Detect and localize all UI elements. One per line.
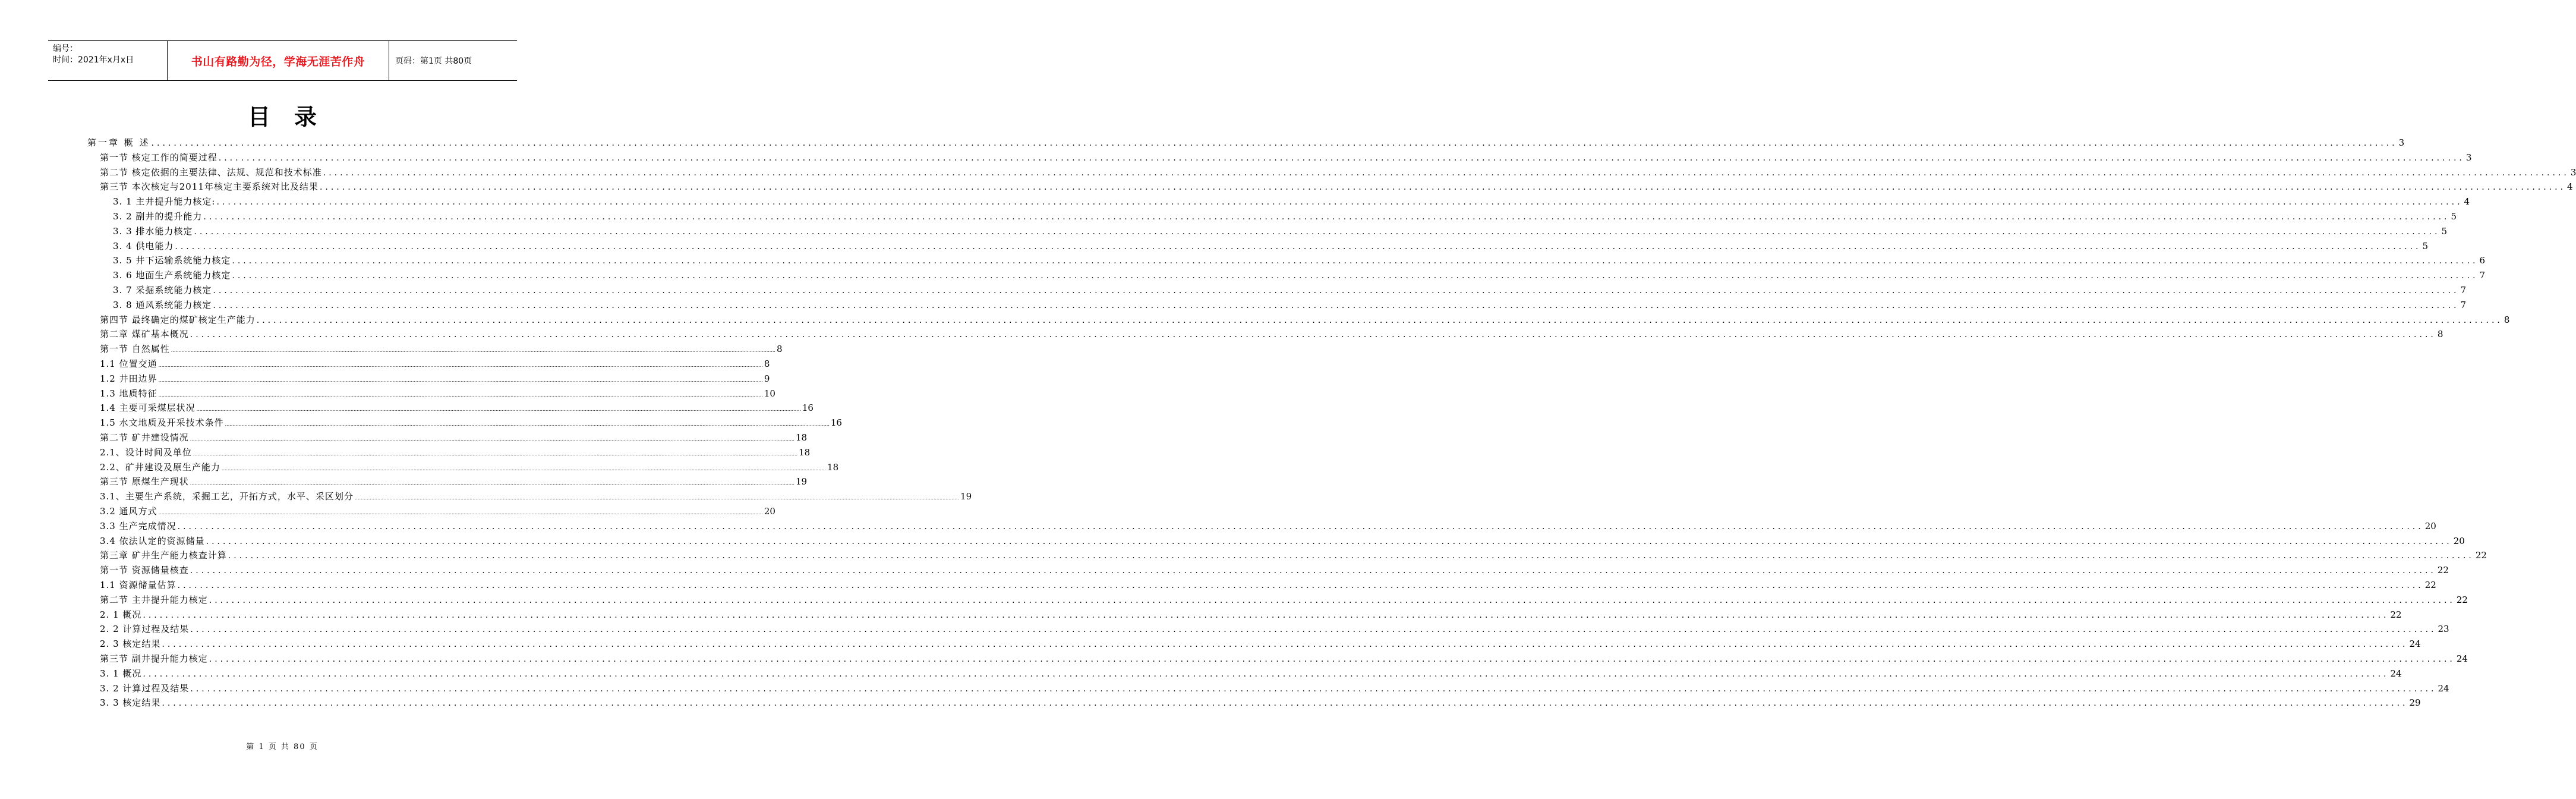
toc-entry[interactable] bbox=[113, 253, 2486, 268]
toc-leader-dots: ................................................................................................................................................................................................................................................................................................................................................................................................................ bbox=[354, 495, 960, 501]
toc-entry[interactable] bbox=[100, 165, 2576, 180]
toc-leader-dots: ................................................................................................................................................................................................................................................................................................................................................................................................................ bbox=[209, 595, 2455, 605]
toc-entry[interactable] bbox=[100, 430, 808, 445]
toc-leader-dots: ................................................................................................................................................................................................................................................................................................................................................................................................................ bbox=[190, 436, 794, 442]
toc-leader-dots: ................................................................................................................................................................................................................................................................................................................................................................................................................ bbox=[225, 421, 830, 427]
toc-entry-label: 第三章 矿井生产能力核查计算 bbox=[100, 550, 227, 561]
toc-entry-page: 7 bbox=[2460, 285, 2467, 295]
toc-leader-dots: ................................................................................................................................................................................................................................................................................................................................................................................................................ bbox=[190, 480, 794, 486]
toc-leader-dots: ................................................................................................................................................................................................................................................................................................................................................................................................................ bbox=[232, 256, 2479, 266]
toc-entry-label: 2. 1 概况 bbox=[100, 609, 142, 620]
toc-entry[interactable] bbox=[100, 519, 2436, 534]
toc-entry-page: 8 bbox=[2437, 329, 2443, 340]
toc-entry[interactable] bbox=[100, 327, 2443, 342]
toc-leader-dots: ................................................................................................................................................................................................................................................................................................................................................................................................................ bbox=[319, 183, 2566, 193]
toc-entry-page: 23 bbox=[2438, 624, 2449, 635]
toc-entry[interactable] bbox=[100, 416, 842, 430]
toc-leader-dots: ................................................................................................................................................................................................................................................................................................................................................................................................................ bbox=[177, 521, 2424, 531]
document-number: 编号： bbox=[53, 44, 78, 54]
toc-entry-page: 16 bbox=[830, 417, 842, 429]
toc-entry-page: 22 bbox=[2424, 580, 2436, 590]
document-time: 时间：2021年x月x日 bbox=[53, 55, 134, 65]
toc-leader-dots: ................................................................................................................................................................................................................................................................................................................................................................................................................ bbox=[221, 465, 827, 471]
toc-entry-page: 20 bbox=[2453, 535, 2465, 546]
toc-leader-dots: ................................................................................................................................................................................................................................................................................................................................................................................................................ bbox=[162, 699, 2408, 709]
toc-entry[interactable] bbox=[100, 313, 2510, 328]
toc-leader-dots: ................................................................................................................................................................................................................................................................................................................................................................................................................ bbox=[203, 212, 2450, 222]
toc-entry-page: 8 bbox=[776, 344, 783, 355]
toc-entry-page: 3 bbox=[2570, 166, 2576, 178]
toc-entry-label: 第三节 原煤生产现状 bbox=[100, 476, 189, 487]
toc-leader-dots: ................................................................................................................................................................................................................................................................................................................................................................................................................ bbox=[158, 392, 763, 398]
toc-entry-label: 3.3 生产完成情况 bbox=[100, 520, 176, 531]
toc-entry-label: 第二节 主井提升能力核定 bbox=[100, 594, 208, 605]
toc-entry[interactable] bbox=[113, 283, 2467, 298]
toc-leader-dots: ................................................................................................................................................................................................................................................................................................................................................................................................................ bbox=[177, 581, 2424, 590]
header-page-info: 页码：第1页 共80页 bbox=[395, 56, 472, 66]
toc-entry-page: 8 bbox=[2504, 314, 2510, 325]
toc-entry[interactable] bbox=[100, 401, 814, 416]
toc-entry-page: 18 bbox=[799, 446, 811, 458]
toc-leader-dots: ................................................................................................................................................................................................................................................................................................................................................................................................................ bbox=[151, 139, 2398, 148]
toc-leader-dots: ................................................................................................................................................................................................................................................................................................................................................................................................................ bbox=[209, 655, 2455, 664]
toc-entry[interactable] bbox=[100, 608, 2402, 622]
toc-leader-dots: ................................................................................................................................................................................................................................................................................................................................................................................................................ bbox=[193, 451, 798, 457]
toc-entry-label: 1.1 位置交通 bbox=[100, 358, 157, 369]
toc-entry[interactable] bbox=[100, 150, 2472, 165]
toc-entry[interactable] bbox=[113, 239, 2429, 254]
toc-entry-page: 5 bbox=[2451, 211, 2457, 222]
toc-entry[interactable] bbox=[100, 386, 775, 401]
toc-entry[interactable] bbox=[100, 593, 2468, 608]
toc-entry-label: 第一节 自然属性 bbox=[100, 344, 170, 355]
toc-leader-dots: ................................................................................................................................................................................................................................................................................................................................................................................................................ bbox=[158, 510, 763, 515]
toc-entry-label: 第三节 副井提升能力核定 bbox=[100, 653, 208, 664]
document-header bbox=[48, 40, 517, 81]
toc-leader-dots: ................................................................................................................................................................................................................................................................................................................................................................................................................ bbox=[190, 330, 2436, 340]
toc-entry[interactable] bbox=[100, 666, 2402, 681]
toc-entry-label: 3. 2 副井的提升能力 bbox=[113, 211, 203, 222]
toc-entry[interactable] bbox=[100, 474, 808, 489]
toc-entry-label: 第二节 矿井建设情况 bbox=[100, 432, 189, 443]
toc-entry-label: 2. 3 核定结果 bbox=[100, 638, 161, 650]
toc-entry-label: 第一节 资源储量核查 bbox=[100, 565, 189, 576]
toc-entry[interactable] bbox=[100, 342, 783, 357]
toc-entry-page: 3 bbox=[2398, 137, 2405, 148]
toc-entry-label: 3.4 依法认定的资源储量 bbox=[100, 535, 205, 546]
toc-entry-page: 4 bbox=[2464, 196, 2470, 207]
toc-entry[interactable] bbox=[100, 652, 2468, 666]
toc-entry-page: 22 bbox=[2437, 565, 2449, 576]
toc-entry-page: 18 bbox=[827, 461, 839, 473]
toc-entry-label: 2.1、设计时间及单位 bbox=[100, 446, 192, 458]
toc-entry-page: 5 bbox=[2441, 225, 2448, 237]
page-footer: 第 1 页 共 80 页 bbox=[246, 743, 319, 751]
toc-leader-dots: ................................................................................................................................................................................................................................................................................................................................................................................................................ bbox=[323, 168, 2569, 178]
toc-entry[interactable] bbox=[100, 534, 2465, 549]
toc-entry-label: 3.1、主要生产系统，采掘工艺，开拓方式，水平、采区划分 bbox=[100, 491, 354, 502]
toc-entry-label: 第一章 概 述 bbox=[87, 137, 150, 148]
toc-leader-dots: ................................................................................................................................................................................................................................................................................................................................................................................................................ bbox=[190, 625, 2437, 635]
toc-entry[interactable] bbox=[100, 180, 2573, 194]
toc-entry[interactable] bbox=[100, 460, 839, 475]
toc-entry-label: 1.3 地质特征 bbox=[100, 388, 157, 399]
toc-leader-dots: ................................................................................................................................................................................................................................................................................................................................................................................................................ bbox=[218, 153, 2465, 163]
toc-entry-label: 1.5 水文地质及开采技术条件 bbox=[100, 417, 224, 429]
toc-entry[interactable] bbox=[100, 681, 2449, 696]
toc-entry-label: 第四节 最终确定的煤矿核定生产能力 bbox=[100, 314, 256, 325]
toc-entry-page: 7 bbox=[2460, 299, 2467, 310]
toc-entry-label: 1.4 主要可采煤层状况 bbox=[100, 402, 196, 414]
toc-entry-page: 22 bbox=[2456, 594, 2468, 605]
toc-leader-dots: ................................................................................................................................................................................................................................................................................................................................................................................................................ bbox=[158, 363, 763, 368]
toc-entry-page: 7 bbox=[2479, 270, 2486, 281]
toc-entry-page: 3 bbox=[2465, 152, 2472, 163]
toc-entry-page: 19 bbox=[795, 476, 808, 487]
toc-entry-page: 29 bbox=[2409, 697, 2421, 709]
toc-entry[interactable] bbox=[113, 268, 2486, 283]
toc-leader-dots: ................................................................................................................................................................................................................................................................................................................................................................................................................ bbox=[175, 241, 2421, 251]
toc-entry[interactable] bbox=[100, 696, 2421, 710]
toc-entry[interactable] bbox=[100, 622, 2449, 637]
toc-entry-label: 1.2 井田边界 bbox=[100, 373, 157, 384]
toc-entry-page: 22 bbox=[2475, 550, 2487, 561]
toc-leader-dots: ................................................................................................................................................................................................................................................................................................................................................................................................................ bbox=[232, 271, 2479, 281]
toc-leader-dots: ................................................................................................................................................................................................................................................................................................................................................................................................................ bbox=[158, 377, 763, 383]
toc-leader-dots: ................................................................................................................................................................................................................................................................................................................................................................................................................ bbox=[162, 640, 2408, 650]
toc-entry-page: 22 bbox=[2390, 609, 2402, 620]
toc-entry-label: 3. 8 通风系统能力核定 bbox=[113, 299, 212, 310]
toc-entry-page: 19 bbox=[960, 491, 972, 502]
toc-leader-dots: ................................................................................................................................................................................................................................................................................................................................................................................................................ bbox=[143, 610, 2389, 620]
toc-entry-page: 10 bbox=[764, 388, 775, 399]
toc-leader-dots: ................................................................................................................................................................................................................................................................................................................................................................................................................ bbox=[206, 536, 2452, 546]
toc-entry-label: 2. 2 计算过程及结果 bbox=[100, 624, 190, 635]
toc-entry-label: 第二章 煤矿基本概况 bbox=[100, 329, 189, 340]
page-title: 目录 bbox=[247, 104, 340, 130]
toc-leader-dots: ................................................................................................................................................................................................................................................................................................................................................................................................................ bbox=[194, 227, 2441, 237]
toc-entry-label: 3. 1 概况 bbox=[100, 668, 142, 679]
toc-entry[interactable] bbox=[100, 578, 2436, 593]
toc-entry[interactable] bbox=[100, 357, 770, 372]
toc-entry-page: 24 bbox=[2409, 638, 2421, 650]
toc-entry[interactable] bbox=[100, 637, 2421, 652]
toc-entry[interactable] bbox=[113, 194, 2470, 209]
toc-entry[interactable] bbox=[100, 489, 972, 504]
toc-entry-label: 第三节 本次核定与2011年核定主要系统对比及结果 bbox=[100, 181, 319, 193]
toc-entry-label: 3. 3 核定结果 bbox=[100, 697, 161, 709]
toc-entry-page: 24 bbox=[2438, 682, 2449, 694]
toc-entry[interactable] bbox=[100, 548, 2487, 563]
toc-leader-dots: ................................................................................................................................................................................................................................................................................................................................................................................................................ bbox=[196, 407, 801, 413]
header-motto: 书山有路勤为径，学海无涯苦作舟 bbox=[167, 41, 389, 80]
toc-entry-label: 第二节 核定依据的主要法律、法规、规范和技术标准 bbox=[100, 166, 322, 178]
toc-entry-page: 4 bbox=[2567, 181, 2573, 193]
toc-entry-page: 9 bbox=[764, 373, 770, 384]
toc-leader-dots: ................................................................................................................................................................................................................................................................................................................................................................................................................ bbox=[190, 566, 2436, 576]
toc-entry[interactable] bbox=[87, 136, 2405, 150]
toc-entry-label: 1.1 资源储量估算 bbox=[100, 580, 176, 590]
toc-entry-page: 6 bbox=[2479, 255, 2486, 266]
toc-entry[interactable] bbox=[100, 372, 770, 386]
toc-entry[interactable] bbox=[113, 224, 2448, 239]
toc-entry-label: 3. 7 采掘系统能力核定 bbox=[113, 285, 212, 295]
toc-entry-page: 20 bbox=[764, 506, 775, 517]
toc-entry-page: 16 bbox=[802, 402, 814, 414]
toc-entry-label: 3. 5 井下运输系统能力核定 bbox=[113, 255, 231, 266]
toc-leader-dots: ................................................................................................................................................................................................................................................................................................................................................................................................................ bbox=[143, 669, 2389, 679]
toc-entry-page: 24 bbox=[2390, 668, 2402, 679]
toc-entry[interactable] bbox=[113, 298, 2467, 313]
toc-entry-label: 3. 4 供电能力 bbox=[113, 240, 174, 251]
toc-leader-dots: ................................................................................................................................................................................................................................................................................................................................................................................................................ bbox=[190, 684, 2437, 694]
toc-entry-label: 2.2、矿井建设及原生产能力 bbox=[100, 461, 220, 473]
toc-entry[interactable] bbox=[100, 445, 811, 460]
header-meta bbox=[48, 41, 167, 80]
toc-entry-page: 18 bbox=[795, 432, 808, 443]
toc-entry-label: 第一节 核定工作的简要过程 bbox=[100, 152, 217, 163]
toc-entry-label: 3. 6 地面生产系统能力核定 bbox=[113, 270, 231, 281]
toc-leader-dots: ................................................................................................................................................................................................................................................................................................................................................................................................................ bbox=[256, 315, 2503, 325]
toc-leader-dots: ................................................................................................................................................................................................................................................................................................................................................................................................................ bbox=[213, 300, 2460, 310]
toc-entry-page: 5 bbox=[2422, 240, 2429, 251]
toc-entry[interactable] bbox=[100, 563, 2449, 578]
toc-entry-label: 3. 1 主井提升能力核定: bbox=[113, 196, 216, 207]
toc-entry[interactable] bbox=[113, 209, 2457, 224]
toc-entry-label: 3. 3 排水能力核定 bbox=[113, 225, 193, 237]
toc-entry-label: 3.2 通风方式 bbox=[100, 506, 157, 517]
toc-entry[interactable] bbox=[100, 504, 775, 519]
toc-entry-label: 3. 2 计算过程及结果 bbox=[100, 682, 190, 694]
toc-leader-dots: ................................................................................................................................................................................................................................................................................................................................................................................................................ bbox=[171, 348, 775, 354]
toc-entry-page: 20 bbox=[2424, 520, 2436, 531]
toc-entry-page: 8 bbox=[764, 358, 770, 369]
toc-leader-dots: ................................................................................................................................................................................................................................................................................................................................................................................................................ bbox=[228, 551, 2474, 561]
toc-leader-dots: ................................................................................................................................................................................................................................................................................................................................................................................................................ bbox=[216, 197, 2463, 207]
toc-entry-page: 24 bbox=[2456, 653, 2468, 664]
toc-leader-dots: ................................................................................................................................................................................................................................................................................................................................................................................................................ bbox=[213, 286, 2460, 295]
